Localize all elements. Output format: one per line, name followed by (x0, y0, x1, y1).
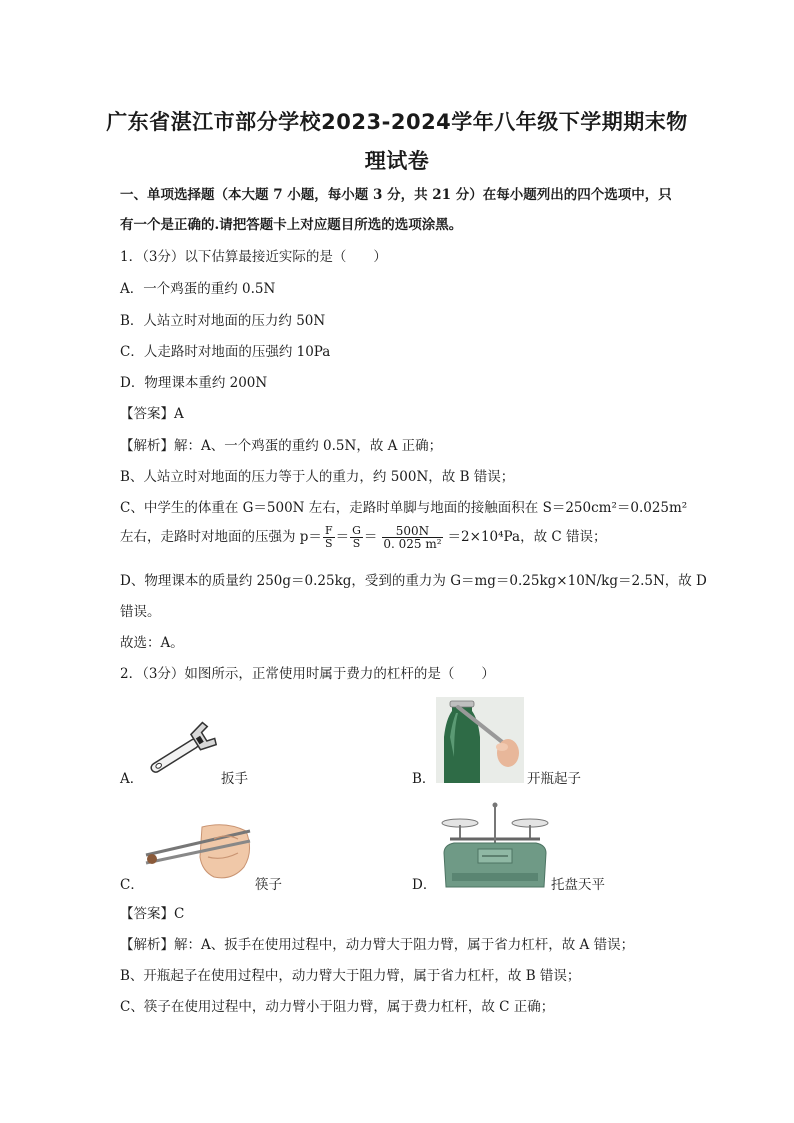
section-instruction-line1: 一、单项选择题（本大题 7 小题，每小题 3 分，共 21 分）在每小题列出的四个选项中，只 (120, 187, 672, 203)
wrench-icon (142, 717, 224, 783)
fraction-denominator: S (352, 537, 361, 550)
q1-analysis-line6: 故选：A。 (120, 635, 184, 651)
equals-sign: ＝ (363, 529, 378, 545)
q2-analysis-line2: B、开瓶起子在使用过程中，动力臂大于阻力臂，属于省力杠杆，故 B 错误； (120, 968, 581, 984)
q2-option-c-caption: 筷子 (255, 877, 282, 893)
q2-option-d-label: D． (412, 877, 437, 893)
q1-option-b: B．人站立时对地面的压力约 50N (120, 313, 326, 329)
q2-option-a-caption: 扳手 (221, 771, 248, 787)
fraction-denominator: 0. 025 m² (383, 537, 442, 551)
section-instruction-line2: 有一个是正确的.请把答题卡上对应题目所选的选项涂黑。 (120, 217, 463, 233)
exam-title-line2: 理试卷 (364, 149, 430, 173)
q2-option-c-label: C． (120, 877, 144, 893)
formula-lead: 左右，走路时对地面的压强为 p＝ (120, 529, 322, 545)
bottle-opener-icon (436, 697, 524, 783)
fraction-value (381, 525, 443, 550)
exam-title-line1: 广东省湛江市部分学校2023-2024学年八年级下学期期末物 (106, 110, 688, 134)
q2-answer: 【答案】C (120, 906, 185, 922)
fraction-f-over-s (323, 525, 335, 550)
fraction-numerator: G (352, 524, 361, 537)
q1-stem: 1．（3分）以下估算最接近实际的是（ ） (120, 249, 387, 265)
q2-analysis-line1: 【解析】解：A、扳手在使用过程中，动力臂大于阻力臂，属于省力杠杆，故 A 错误； (120, 937, 635, 953)
chopsticks-icon (142, 821, 254, 889)
q1-analysis-line2: B、人站立时对地面的压力等于人的重力，约 500N，故 B 错误； (120, 469, 515, 485)
q1-formula-line (120, 522, 606, 552)
fraction-g-over-s (350, 525, 363, 550)
fraction-numerator: 500N (382, 525, 443, 538)
q1-analysis-line5: 错误。 (120, 604, 161, 620)
q2-stem: 2．（3分）如图所示，正常使用时属于费力的杠杆的是（ ） (120, 666, 495, 682)
balance-icon (438, 801, 552, 889)
q1-analysis-line4: D、物理课本的质量约 250g＝0.25kg，受到的重力为 G＝mg＝0.25kg×10N/kg＝2.5N，故 D (120, 573, 707, 589)
q2-option-a-label: A． (120, 771, 144, 787)
q1-option-a: A．一个鸡蛋的重约 0.5N (120, 281, 276, 297)
fraction-numerator: F (324, 524, 333, 537)
formula-tail: ＝2×10⁴Pa，故 C 错误； (447, 529, 607, 545)
q1-answer: 【答案】A (120, 406, 184, 422)
q2-option-b-label: B． (412, 771, 436, 787)
q1-analysis-line1: 【解析】解：A、一个鸡蛋的重约 0.5N，故 A 正确； (120, 438, 443, 454)
q2-option-d-caption: 托盘天平 (551, 877, 605, 893)
q1-analysis-line3: C、中学生的体重在 G＝500N 左右，走路时单脚与地面的接触面积在 S＝250cm²＝0.025m² (120, 500, 688, 516)
q2-analysis-line3: C、筷子在使用过程中，动力臂小于阻力臂，属于费力杠杆，故 C 正确； (120, 999, 555, 1015)
q1-option-d: D．物理课本重约 200N (120, 375, 268, 391)
q1-option-c: C．人走路时对地面的压强约 10Pa (120, 344, 331, 360)
q2-option-b-caption: 开瓶起子 (527, 771, 581, 787)
equals-sign: ＝ (335, 529, 350, 545)
fraction-denominator: S (324, 537, 333, 550)
